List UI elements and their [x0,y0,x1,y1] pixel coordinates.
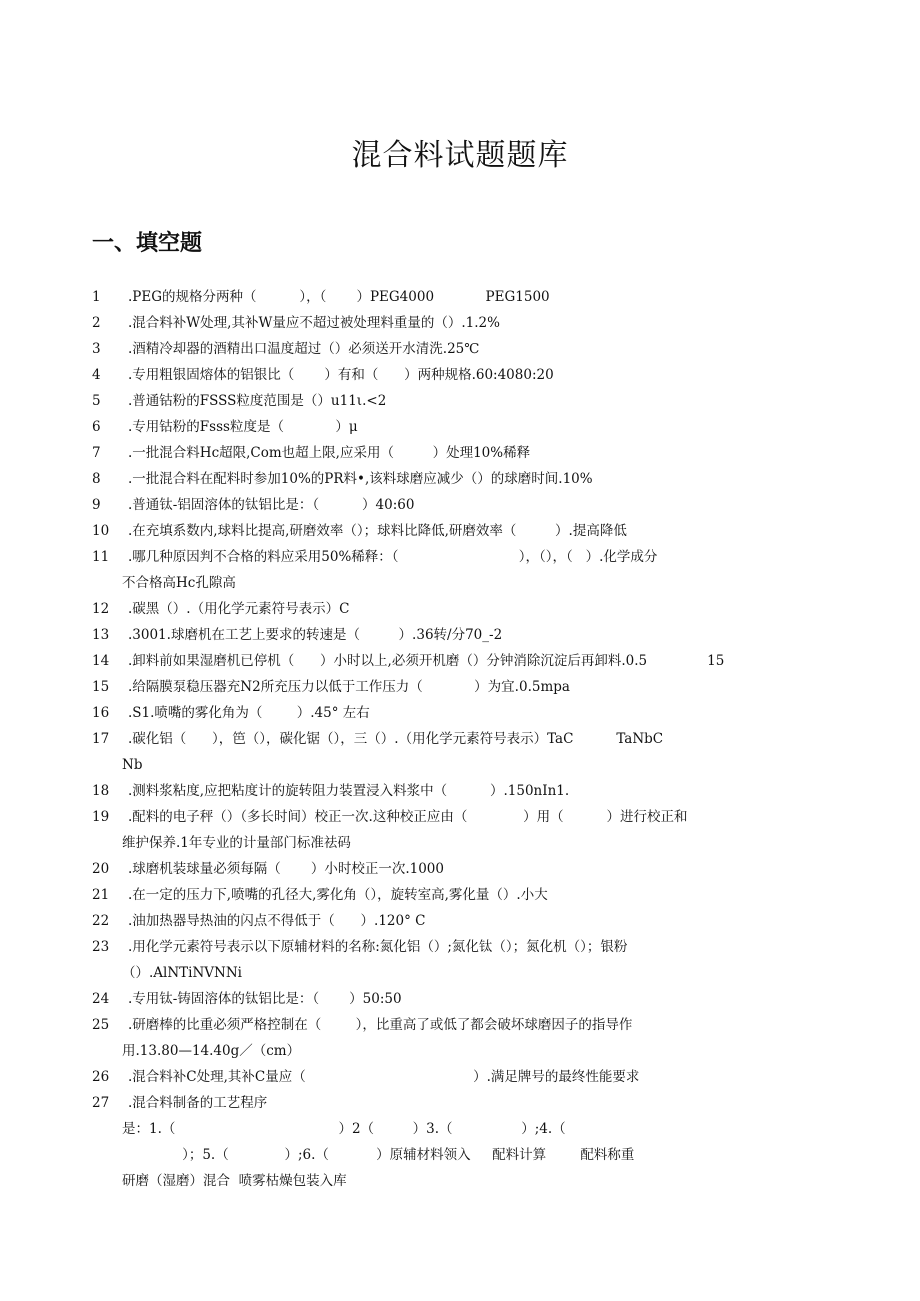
question-continuation-line: Nb [122,757,143,773]
question-text [128,284,822,310]
question-line: .3001.球磨机在工艺上要求的转速是（ ）.36转/分70_-2 [128,627,503,643]
question-text [128,388,822,414]
question-line: .在充填系数内,球料比提高,研磨效率（）；球料比降低,研磨效率（ ）.提高降低 [128,523,627,539]
question-number: 7 [92,445,101,461]
question-item [92,388,822,414]
question-list [92,284,822,1194]
question-item [92,362,822,388]
question-text [128,518,822,544]
question-item [92,336,822,362]
question-text [128,414,822,440]
question-number: 16 [92,705,110,721]
question-number: 14 [92,653,110,669]
question-text [128,908,822,934]
question-number: 13 [92,627,110,643]
question-line: .配料的电子秤（）（多长时间）校正一次.这种校正应由（ ）用（ ）进行校正和 [128,809,688,825]
question-text [128,466,822,492]
question-item [92,1012,822,1064]
question-number: 8 [92,471,101,487]
question-line: .研磨棒的比重必须严格控制在（ ），比重高了或低了都会破坏球磨因子的指导作 [128,1017,633,1033]
question-number: 20 [92,861,110,877]
question-continuation-line: 不合格高Hc孔隙高 [122,575,236,591]
question-text [128,492,822,518]
question-line: .哪几种原因判不合格的料应采用50%稀释：（ ），（），（ ）.化学成分 [128,549,658,565]
question-text [128,1064,822,1090]
question-item [92,414,822,440]
question-line: .酒精冷却器的酒精出口温度超过（）必须送开水清洗.25℃ [128,341,480,357]
question-line: .碳化铝（ ），笆（），碳化锯（），三（）.（用化学元素符号表示）TaC TaNbC [128,731,664,747]
question-number: 23 [92,939,110,955]
question-number: 3 [92,341,101,357]
question-line: .专用粗银固熔体的铝银比（ ）有和（ ）两种规格.60:4080:20 [128,367,554,383]
question-text [128,336,822,362]
question-line: .给隔膜泵稳压器充N2所充压力以低于工作压力（ ）为宜.0.5mpa [128,679,570,695]
question-number: 27 [92,1095,110,1111]
question-line: .混合料补C处理,其补C量应（ ）.满足牌号的最终性能要求 [128,1069,640,1085]
question-item [92,778,822,804]
question-text [122,544,822,596]
question-continuation-line: 研磨（湿磨）混合 喷雾枯燥包装入库 [122,1173,347,1189]
question-text [128,674,822,700]
question-text [122,726,822,778]
question-number: 12 [92,601,110,617]
question-item [92,674,822,700]
question-text [128,986,822,1012]
question-line: .油加热器导热油的闪点不得低于（ ）.120° C [128,913,426,929]
question-item [92,544,822,596]
question-text [122,1012,822,1064]
question-number: 24 [92,991,110,1007]
question-text [128,362,822,388]
question-number: 17 [92,731,110,747]
question-item [92,882,822,908]
question-line: .PEG的规格分两种（ ），（ ）PEG4000 PEG1500 [128,289,550,305]
question-line: .一批混合料在配料时参加10%的PR料•,该料球磨应减少（）的球磨时间.10% [128,471,593,487]
question-number: 19 [92,809,110,825]
question-line: .一批混合料Hc超限,Com也超上限,应采用（ ）处理10%稀释 [128,445,531,461]
question-item [92,466,822,492]
question-item [92,934,822,986]
question-number: 21 [92,887,110,903]
question-item [92,804,822,856]
question-text [128,648,822,674]
question-item [92,856,822,882]
question-item [92,492,822,518]
question-number: 11 [92,549,110,565]
question-continuation-line: 用.13.80—14.40g／（cm） [122,1043,301,1059]
question-text [128,856,822,882]
section-heading: 一、填空题 [92,231,203,256]
question-line: .在一定的压力下,喷嘴的孔径大,雾化角（），旋转室高,雾化量（）.小大 [128,887,548,903]
question-item [92,986,822,1012]
question-item [92,284,822,310]
question-item [92,518,822,544]
question-item [92,1090,822,1194]
question-continuation-line: （）.AlNTiNVNNi [122,965,242,981]
question-item [92,1064,822,1090]
question-text [122,934,822,986]
question-line: .卸料前如果湿磨机已停机（ ）小时以上,必须开机磨（）分钟消除沉淀后再卸料.0.5 15 [128,653,725,669]
question-text [128,622,822,648]
question-line: .测料浆粘度,应把粘度计的旋转阻力装置浸入料浆中（ ）.150nIn1. [128,783,570,799]
question-item [92,596,822,622]
question-number: 22 [92,913,110,929]
question-line: .普通钴粉的FSSS粒度范围是（）u11ι.<2 [128,393,387,409]
page-title: 混合料试题题库 [351,138,569,173]
question-continuation-line: ）；5.（ ）;6.（ ）原辅材料领入 配料计算 配料称重 [122,1147,635,1163]
question-line: .S1.喷嘴的雾化角为（ ）.45° 左右 [128,705,370,721]
question-number: 9 [92,497,101,513]
question-number: 15 [92,679,110,695]
question-number: 1 [92,289,101,305]
question-number: 26 [92,1069,110,1085]
question-line: .碳黑（）.（用化学元素符号表示）C [128,601,350,617]
question-line: .混合料制备的工艺程序 [128,1095,268,1111]
question-number: 4 [92,367,101,383]
question-line: .球磨机装球量必须每隔（ ）小时校正一次.1000 [128,861,444,877]
question-line: .混合料补W处理,其补W量应不超过被处理料重量的（）.1.2% [128,315,500,331]
question-text [128,882,822,908]
question-continuation-line: 维护保养.1年专业的计量部门标准祛码 [122,835,351,851]
question-text [128,700,822,726]
question-item [92,310,822,336]
question-continuation-line: 是：1.（ ）2（ ）3.（ ）;4.（ [122,1121,566,1137]
question-number: 6 [92,419,101,435]
question-item [92,440,822,466]
question-text [128,596,822,622]
question-item [92,908,822,934]
question-line: .用化学元素符号表示以下原辅材料的名称:氮化铝（）;氮化钛（）；氮化机（）；银粉 [128,939,628,955]
question-number: 18 [92,783,110,799]
question-text [128,310,822,336]
question-item [92,622,822,648]
question-item [92,726,822,778]
question-text [128,778,822,804]
question-text [122,1090,822,1194]
question-item [92,648,822,674]
question-line: .普通钛-铝固溶体的钛铝比是：（ ）40:60 [128,497,415,513]
question-line: .专用钴粉的Fsss粒度是（ ）μ [128,419,358,435]
question-text [128,440,822,466]
question-item [92,700,822,726]
question-number: 2 [92,315,101,331]
question-number: 5 [92,393,101,409]
question-number: 25 [92,1017,110,1033]
question-line: .专用钛-铸固溶体的钛铝比是：（ ）50:50 [128,991,402,1007]
question-text [122,804,822,856]
question-number: 10 [92,523,110,539]
